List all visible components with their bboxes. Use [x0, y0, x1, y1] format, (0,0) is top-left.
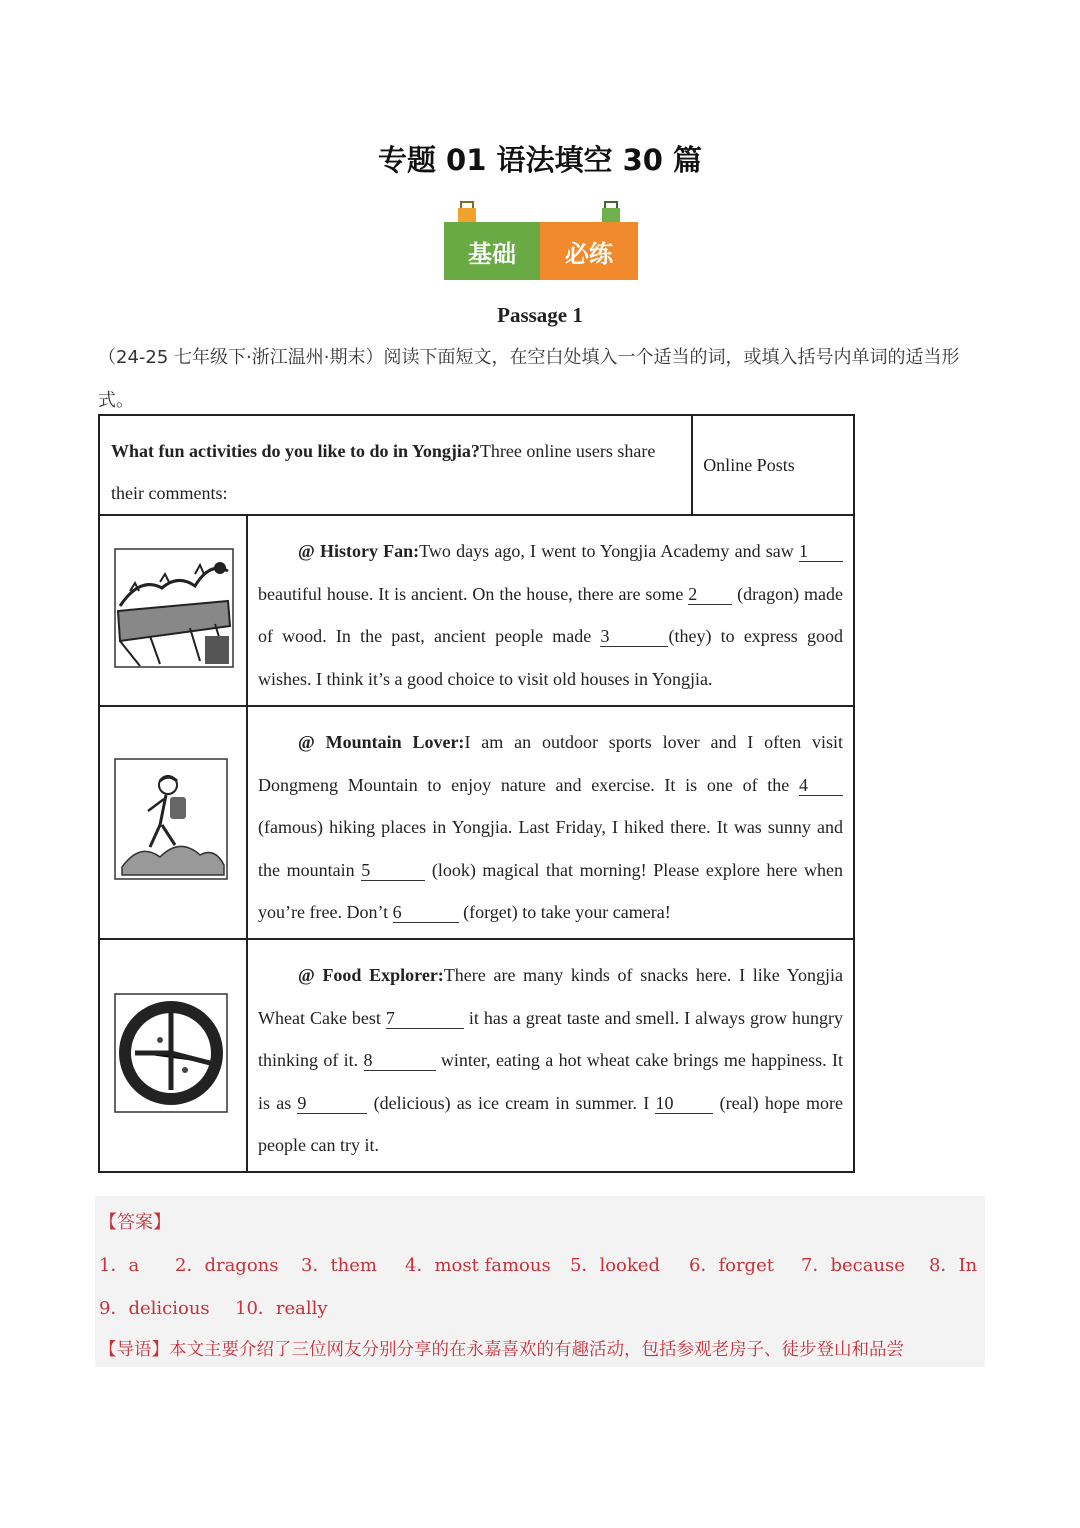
blank-7: 7 — [386, 1008, 464, 1029]
banner-right-label: 必练 — [540, 222, 638, 280]
answer-item: 8．In — [929, 1255, 978, 1276]
post-segment: (real) hope more people can try it. — [258, 1092, 844, 1156]
page-title: 专题 01 语法填空 30 篇 — [377, 143, 703, 177]
post-segment: (delicious) as ice cream in summer. I — [367, 1092, 656, 1113]
answer-item: 4．most famous — [405, 1255, 551, 1276]
blank-8: 8 — [364, 1050, 436, 1071]
answer-item: 3．them — [301, 1255, 377, 1276]
post-segment: beautiful house. It is ancient. On the house, there are some — [258, 583, 689, 604]
answer-row-1 — [99, 1251, 981, 1275]
answer-guide: 【导语】本文主要介绍了三位网友分别分享的在永嘉喜欢的有趣活动，包括参观老房子、徒步登山和品尝 — [99, 1340, 904, 1360]
answer-item: 5．looked — [570, 1255, 660, 1276]
hiker-icon — [100, 707, 246, 933]
table-row — [99, 515, 854, 706]
blank-10: 10 — [655, 1093, 713, 1114]
post-segment: (forget) to take your camera! — [458, 902, 671, 923]
post-segment: (they) to express good wishes. I think it’s a good choice to visit old houses in Yongjia. — [258, 626, 843, 689]
answer-item: 1．a — [99, 1255, 140, 1276]
answer-row-2 — [99, 1294, 499, 1318]
post-segment: it has a great taste and smell. I always grow hungry thinking of it. — [258, 1007, 843, 1071]
table-row — [99, 706, 854, 939]
answer-box — [95, 1196, 985, 1367]
post-image-cell — [99, 515, 247, 706]
blank-4: 4 — [799, 775, 843, 796]
posts-table — [98, 414, 855, 1173]
post-author: @ Mountain Lover: — [298, 732, 465, 752]
post-text — [247, 706, 854, 939]
post-image-cell — [99, 939, 247, 1172]
table-header-row — [99, 415, 854, 515]
dragon-roof-icon — [100, 516, 246, 700]
wheat-cake-icon — [100, 940, 246, 1166]
blank-1: 1 — [799, 541, 843, 562]
answer-item: 6．forget — [689, 1255, 774, 1276]
answer-item: 10．really — [235, 1298, 328, 1319]
blank-5: 5 — [361, 860, 425, 881]
blank-3: 3 — [600, 626, 668, 647]
blank-2: 2 — [688, 584, 732, 605]
post-segment: (look) magical that morning! Please explore here when you’re free. Don’t — [258, 859, 843, 923]
table-question — [99, 415, 692, 515]
answer-item: 2．dragons — [175, 1255, 279, 1276]
instruction-text: （24-25 七年级下·浙江温州·期末）阅读下面短文，在空白处填入一个适当的词，或填入括号内单词的适当形式。 — [98, 347, 960, 411]
post-author: @ Food Explorer: — [298, 965, 444, 985]
answer-item: 7．because — [801, 1255, 905, 1276]
question-bold: What fun activities do you like to do in Yongjia? — [111, 441, 480, 461]
banner-left-label: 基础 — [444, 222, 540, 280]
question-rest: Three online users share their comments: — [111, 441, 656, 503]
table-row — [99, 939, 854, 1172]
post-segment: (famous) hiking places in Yongjia. Last Friday, I hiked there. It was sunny and the mountain — [258, 817, 843, 880]
post-segment: (dragon) made of wood. In the past, ancient people made — [258, 583, 843, 647]
answer-item: 9．delicious — [99, 1298, 210, 1319]
post-segment: I am an outdoor sports lover and I often visit Dongmeng Mountain to enjoy nature and exercise. It is one of the — [258, 732, 843, 795]
section-banner — [444, 200, 638, 282]
blank-6: 6 — [393, 902, 459, 923]
post-text — [247, 515, 854, 706]
passage-title: Passage 1 — [497, 303, 583, 327]
answer-heading: 【答案】 — [99, 1212, 171, 1233]
post-segment: winter, eating a hot wheat cake brings me happiness. It is as — [258, 1050, 844, 1113]
post-author: @ History Fan: — [298, 541, 420, 561]
post-image-cell — [99, 706, 247, 939]
post-segment: Two days ago, I went to Yongjia Academy and saw — [419, 541, 800, 561]
post-text — [247, 939, 854, 1172]
post-segment: There are many kinds of snacks here. I like Yongjia Wheat Cake best — [258, 965, 843, 1028]
blank-9: 9 — [297, 1093, 367, 1114]
online-posts-label: Online Posts — [692, 415, 854, 515]
